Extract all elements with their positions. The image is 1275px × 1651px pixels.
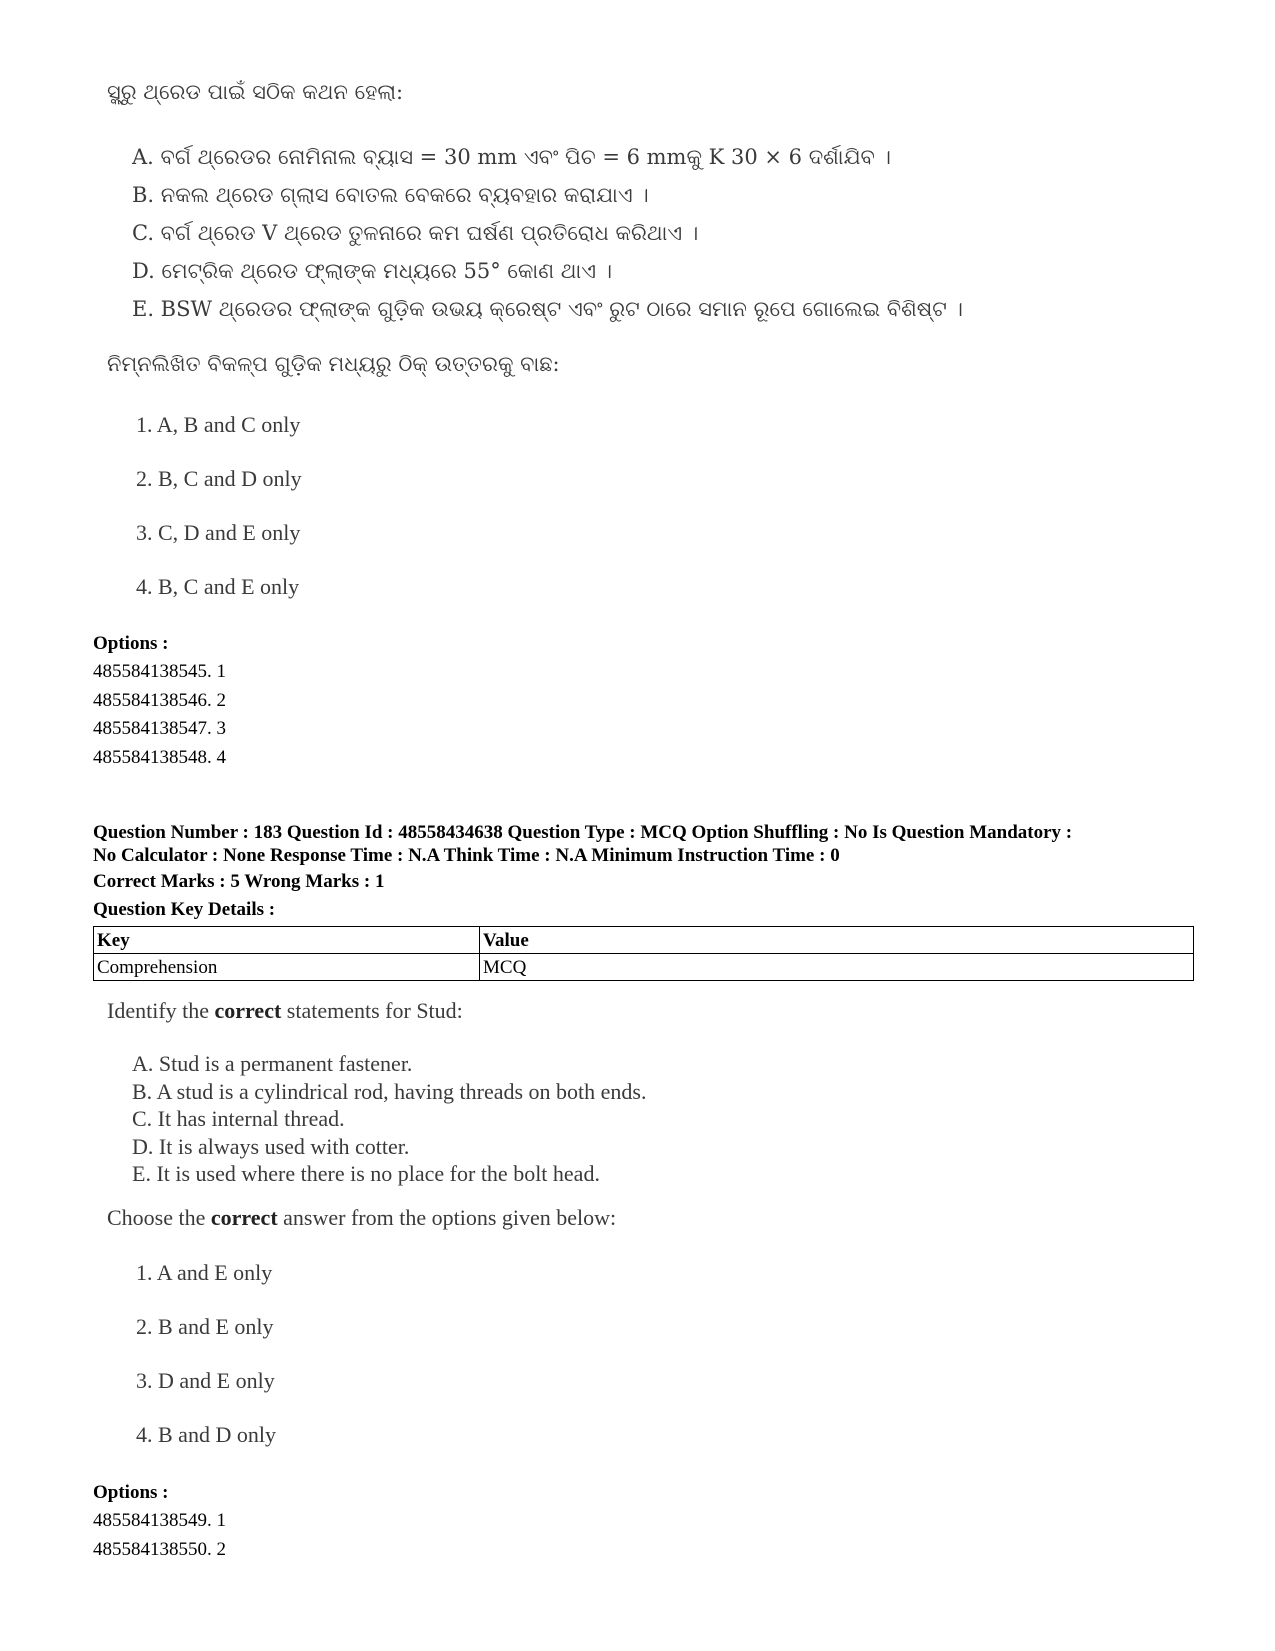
q183-title-bold: correct [214, 998, 282, 1023]
q183-statement: E. It is used where there is no place for the bolt head. [132, 1161, 600, 1186]
table-header-key: Key [94, 927, 480, 954]
q183-meta-line: Question Number : 183 Question Id : 48558434638 Question Type : MCQ Option Shuffling : No Is Question Mandatory : [93, 822, 1073, 843]
q183-option-id-list [93, 1507, 226, 1564]
q182-option-id-list [93, 658, 226, 772]
q183-meta-line: No Calculator : None Response Time : N.A Think Time : N.A Minimum Instruction Time : 0 [93, 845, 840, 866]
q182-answer: 3. C, D and E only [136, 520, 301, 545]
q182-statement: E. BSW ଥ୍ରେଡର ଫ୍ଲାଙ୍କ ଗୁଡ଼ିକ ଉଭୟ କ୍ରେଷ୍ଟ ଏବଂ ରୁଟ ଠାରେ ସମାନ ରୂପେ ଗୋଲେଇ ବିଶିଷ୍ଟ । [132, 297, 963, 321]
q183-key-details-label: Question Key Details : [93, 899, 276, 920]
table-header-value: Value [480, 927, 1194, 954]
q183-answer: 2. B and E only [136, 1314, 274, 1339]
table-row [94, 954, 1194, 981]
table-cell-value: MCQ [480, 954, 1194, 981]
q183-statement: D. It is always used with cotter. [132, 1133, 410, 1159]
q183-title-text: Identify the [107, 998, 215, 1023]
option-id: 485584138549. 1 [93, 1510, 226, 1531]
option-id: 485584138545. 1 [93, 661, 226, 682]
q182-statement-list [132, 138, 963, 328]
q183-question-title [107, 998, 463, 1024]
q183-marks: Correct Marks : 5 Wrong Marks : 1 [93, 871, 385, 892]
option-id: 485584138547. 3 [93, 718, 226, 739]
q182-choose-instruction: ନିମ୍ନଲିଖିତ ବିକଳ୍ପ ଗୁଡ଼ିକ ମଧ୍ୟରୁ ଠିକ୍ ଉତ୍ତରକୁ ବାଛ: [107, 352, 560, 376]
q183-choose-instruction [107, 1205, 616, 1231]
q183-choose-bold: correct [210, 1205, 278, 1230]
q183-options-label: Options : [93, 1482, 169, 1503]
q182-options-label: Options : [93, 633, 169, 654]
q182-statement: D. ମେଟ୍ରିକ ଥ୍ରେଡ ଫ୍ଲାଙ୍କ ମଧ୍ୟରେ 55° କୋଣ ଥାଏ । [132, 259, 613, 283]
q183-statement: B. A stud is a cylindrical rod, having threads on both ends. [132, 1078, 647, 1104]
table-cell-key: Comprehension [94, 954, 480, 981]
option-id: 485584138548. 4 [93, 746, 226, 768]
q183-answer-list [136, 1246, 276, 1462]
option-id: 485584138546. 2 [93, 689, 226, 711]
q182-statement: B. ନକଲ ଥ୍ରେଡ ଗ୍ଲାସ ବୋତଲ ବେକରେ ବ୍ୟବହାର କରାଯାଏ । [132, 183, 649, 207]
q182-answer: 2. B, C and D only [136, 466, 302, 491]
q183-metadata [93, 821, 1203, 867]
q182-question-title: ସ୍କ୍ରୁ ଥ୍ରେଡ ପାଇଁ ସଠିକ କଥନ ହେଲା: [107, 80, 404, 104]
q183-statement: C. It has internal thread. [132, 1106, 345, 1131]
q183-statement-list [132, 1050, 647, 1188]
option-id: 485584138550. 2 [93, 1538, 226, 1560]
q183-statement: A. Stud is a permanent fastener. [132, 1051, 413, 1076]
q182-statement: A. ବର୍ଗ ଥ୍ରେଡର ନୋମିନାଲ ବ୍ୟାସ = 30 mm ଏବଂ ପିଚ = 6 mmକୁ K 30 × 6 ଦର୍ଶାଯିବ । [132, 145, 891, 169]
q183-answer: 3. D and E only [136, 1368, 275, 1393]
table-header-row [94, 927, 1194, 954]
q183-choose-text: answer from the options given below: [277, 1205, 617, 1230]
q183-choose-text: Choose the [107, 1205, 211, 1230]
q183-answer: 4. B and D only [136, 1422, 276, 1447]
q183-answer: 1. A and E only [136, 1260, 273, 1285]
question-key-table [93, 926, 1194, 981]
q182-answer-list [136, 398, 302, 614]
q182-answer: 4. B, C and E only [136, 574, 300, 599]
q182-answer: 1. A, B and C only [136, 412, 301, 437]
q183-title-text: statements for Stud: [281, 998, 463, 1023]
q182-statement: C. ବର୍ଗ ଥ୍ରେଡ V ଥ୍ରେଡ ତୁଳନାରେ କମ ଘର୍ଷଣ ପ୍ରତିରୋଧ କରିଥାଏ । [132, 221, 699, 245]
